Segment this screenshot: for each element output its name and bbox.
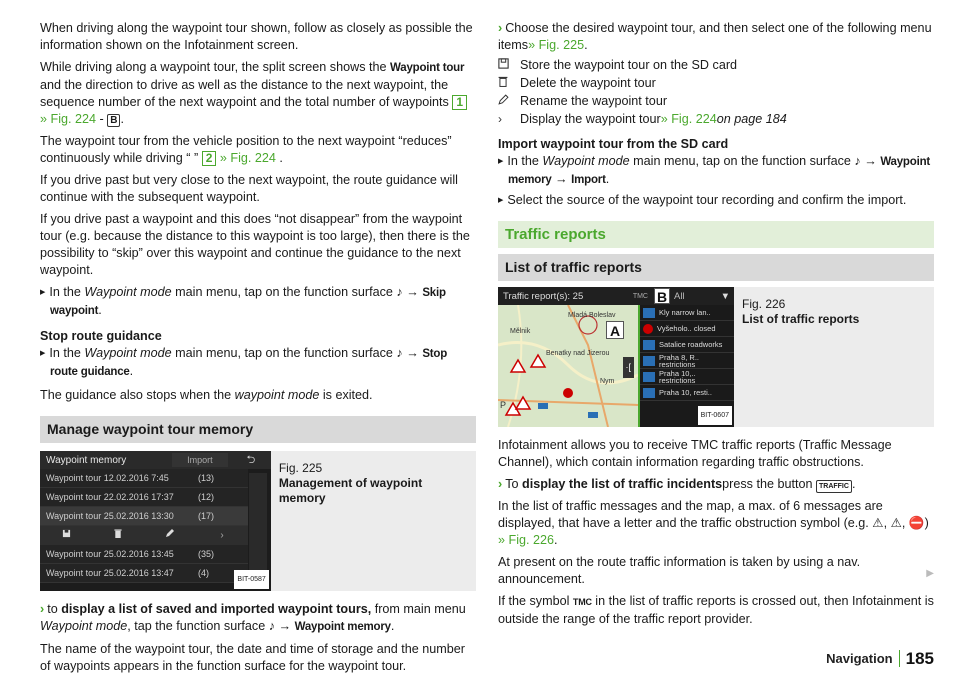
waypoint-memory-screen bbox=[40, 451, 271, 591]
figure-226-caption: Fig. 226 List of traffic reports bbox=[742, 297, 860, 326]
pencil-icon bbox=[498, 93, 520, 110]
import-step-1: ▶ In the Waypoint mode main menu, tap on the function surface ♪ → Waypoint memory → Import. bbox=[498, 153, 934, 189]
step-arrow-icon: › bbox=[498, 477, 503, 491]
roadworks-icon bbox=[643, 340, 655, 350]
back-icon[interactable]: ⮌ bbox=[246, 453, 256, 466]
warning-triangle-icon: ⚠ bbox=[872, 516, 884, 530]
list-item: › Display the waypoint tour » Fig. 224 on page 184 bbox=[498, 112, 787, 126]
page-footer bbox=[826, 650, 934, 667]
drive-past-paragraph: If you drive past but very close to the next waypoint, the route guidance will continue with the subsequent waypoint. bbox=[40, 173, 458, 204]
chapter-label: Navigation bbox=[826, 651, 893, 666]
skip-step: ▶ In the Waypoint mode main menu, tap on the function surface ♪ → Skip waypoint. bbox=[40, 284, 476, 320]
restriction-icon bbox=[643, 372, 655, 382]
chevron-right-icon[interactable]: › bbox=[220, 530, 224, 541]
left-column bbox=[40, 20, 476, 677]
callout-a: A bbox=[606, 321, 624, 339]
waypoint-memory-header bbox=[40, 451, 271, 469]
list-item[interactable]: Vyšeholo.. closed bbox=[640, 321, 734, 337]
list-item[interactable]: Satalice roadworks bbox=[640, 337, 734, 353]
save-icon bbox=[498, 57, 520, 74]
chevron-down-icon: ▼ bbox=[720, 290, 730, 302]
page-number: 185 bbox=[899, 650, 934, 667]
step-arrow-icon: › bbox=[40, 602, 45, 616]
trash-icon[interactable] bbox=[92, 527, 144, 544]
traffic-button[interactable]: TRAFFIC bbox=[816, 480, 852, 493]
restriction-icon bbox=[643, 356, 655, 366]
list-item[interactable]: Praha 8, R.. restrictions bbox=[640, 353, 734, 369]
tmc-crossed-paragraph: If the symbol TMC in the list of traffic reports is crossed out, then Infotainment is outside the range of the traffic report provider. bbox=[498, 594, 934, 626]
list-item: Delete the waypoint tour bbox=[498, 75, 934, 92]
reduces-paragraph: The waypoint tour from the vehicle position to the next waypoint “reduces” continuously while driving “ ” 2 » Fig. 224 . bbox=[40, 134, 452, 165]
figure-226 bbox=[498, 287, 934, 427]
list-item: Store the waypoint tour on the SD card bbox=[498, 57, 934, 74]
filter-dropdown[interactable]: All ▼ bbox=[674, 288, 734, 305]
step-arrow-icon: › bbox=[498, 21, 503, 35]
waypoint-memory-button[interactable]: Waypoint memory bbox=[294, 621, 391, 633]
trash-icon bbox=[498, 75, 520, 92]
fig-224-link-2[interactable]: » Fig. 224 bbox=[219, 151, 276, 165]
max-messages-paragraph: In the list of traffic messages and the map, a max. of 6 messages are displayed, that have a letter and the traffic obstruction symbol (e.g. ⚠, ⚠, ⛔) » Fig. 226. bbox=[498, 499, 929, 547]
skip-waypoint-button[interactable]: Skip waypoint bbox=[50, 287, 446, 317]
stop-route-guidance-button[interactable]: Stop route guidance bbox=[50, 348, 448, 378]
list-item[interactable]: Waypoint tour 25.02.2016 13:47 (4) bbox=[40, 564, 248, 583]
waypoint-tour-label: Waypoint tour bbox=[390, 62, 465, 74]
import-step-2: ▶ Select the source of the waypoint tour recording and confirm the import. bbox=[498, 192, 934, 209]
traffic-warning-icon bbox=[643, 308, 655, 318]
list-item: Rename the waypoint tour bbox=[498, 93, 934, 110]
map-label: Nym bbox=[600, 378, 615, 385]
callout-1: 1 bbox=[452, 95, 467, 110]
action-bar bbox=[40, 526, 248, 545]
list-item[interactable]: Kly narrow lan.. bbox=[640, 305, 734, 321]
tmc-icon: TMC bbox=[632, 292, 648, 300]
list-item[interactable]: Waypoint tour 12.02.2016 7:45 (13) bbox=[40, 469, 248, 488]
tmc-icon: TMC bbox=[572, 597, 592, 607]
import-button[interactable]: Import bbox=[172, 453, 228, 467]
route-icon: ♪ bbox=[396, 285, 403, 299]
continue-arrow-icon: ▶ bbox=[926, 568, 934, 579]
route-icon: ♪ bbox=[396, 346, 403, 360]
name-date-paragraph: The name of the waypoint tour, the date and time of storage and the number of waypoints appears in the function surface for the waypoint tour. bbox=[40, 642, 465, 673]
menu-items-list bbox=[498, 57, 934, 128]
section-traffic-reports: Traffic reports bbox=[498, 221, 934, 248]
traffic-report-screen bbox=[498, 287, 734, 427]
map-label: Mladá Boleslav bbox=[568, 312, 616, 319]
skip-paragraph: If you drive past a waypoint and this does “not disappear” from the waypoint tour (e.g. because the distance to this waypoint is too large), then there is the possibility to “skip” over this waypoint and continue the guidance to the next waypoint. bbox=[40, 212, 470, 277]
traffic-report-header bbox=[498, 287, 734, 305]
choose-paragraph: › Choose the desired waypoint tour, and then select one of the following menu items» Fig. 225. bbox=[498, 21, 932, 52]
right-column bbox=[498, 20, 934, 633]
scrollbar[interactable] bbox=[249, 473, 267, 573]
figure-225 bbox=[40, 451, 476, 591]
split-screen-paragraph: While driving along a waypoint tour, the split screen shows the Waypoint tour and the direction to drive as well as the distance to the next waypoint, the sequence number of the next waypoint and the total number of waypoints 1 » Fig. 224 - B . bbox=[40, 59, 476, 128]
map-label: Benatky nad Jizerou bbox=[546, 350, 610, 357]
waypoint-memory-button[interactable]: Waypoint memory bbox=[508, 156, 931, 186]
display-list-paragraph: › to display a list of saved and imported waypoint tours, from main menu Waypoint mode, tap the function surface ♪ → Waypoint memory. bbox=[40, 602, 466, 633]
callout-2: 2 bbox=[202, 151, 217, 166]
map-label: Mělnik bbox=[510, 328, 531, 335]
import-button[interactable]: Import bbox=[571, 174, 606, 186]
tmc-intro-paragraph: Infotainment allows you to receive TMC traffic reports (Traffic Message Channel), which contain information regarding traffic obstructions. bbox=[498, 438, 892, 469]
stop-guidance-heading: Stop route guidance bbox=[40, 329, 162, 343]
figure-code: BIT-0587 bbox=[234, 570, 268, 589]
guidance-stops-paragraph: The guidance also stops when the waypoint mode is exited. bbox=[40, 388, 373, 402]
fig-224-link[interactable]: » Fig. 224 bbox=[40, 112, 97, 126]
map-view[interactable] bbox=[498, 305, 638, 427]
route-icon: ♪ bbox=[854, 154, 861, 168]
list-item[interactable]: Waypoint tour 25.02.2016 13:45 (35) bbox=[40, 545, 248, 564]
stop-step: ▶ In the Waypoint mode main menu, tap on the function surface ♪ → Stop route guidance. bbox=[40, 345, 476, 381]
chevron-right-icon: › bbox=[498, 112, 502, 126]
import-heading: Import waypoint tour from the SD card bbox=[498, 137, 729, 151]
figure-225-caption: Fig. 225 Management of waypoint memory bbox=[278, 461, 423, 505]
list-item[interactable]: Waypoint tour 22.02.2016 17:37 (12) bbox=[40, 488, 248, 507]
section-manage-memory: Manage waypoint tour memory bbox=[40, 416, 476, 443]
fig-224-link[interactable]: » Fig. 224 bbox=[660, 112, 717, 126]
road-closed-icon bbox=[643, 324, 653, 334]
list-item[interactable]: Waypoint tour 25.02.2016 13:30 (17) bbox=[40, 507, 248, 526]
callout-b: B bbox=[654, 288, 670, 304]
callout-b: B bbox=[107, 114, 120, 127]
restriction-icon bbox=[643, 388, 655, 398]
screen-title: Traffic report(s): 25 bbox=[503, 290, 584, 302]
fig-225-link[interactable]: » Fig. 225 bbox=[528, 38, 585, 52]
display-incidents-paragraph: › To display the list of traffic incidentspress the button TRAFFIC . bbox=[498, 477, 856, 491]
figure-code: BIT-0607 bbox=[698, 406, 732, 425]
list-item[interactable]: Praha 10,.. restrictions bbox=[640, 369, 734, 385]
fig-226-link[interactable]: » Fig. 226 bbox=[498, 533, 555, 547]
pencil-icon[interactable] bbox=[144, 527, 196, 544]
intro-paragraph: When driving along the waypoint tour shown, follow as closely as possible the information shown on the Infotainment screen. bbox=[40, 21, 473, 52]
warning-triangle-icon: ⚠ bbox=[890, 516, 902, 530]
route-icon: ♪ bbox=[268, 619, 275, 633]
save-icon[interactable] bbox=[40, 527, 92, 544]
list-item[interactable]: Praha 10, resti.. bbox=[640, 385, 734, 401]
screen-title: Waypoint memory bbox=[46, 454, 127, 466]
section-list-traffic-reports: List of traffic reports bbox=[498, 254, 934, 281]
list-toggle-icon[interactable]: ·[ bbox=[623, 357, 635, 378]
no-entry-icon: ⛔ bbox=[908, 516, 925, 530]
map-label: P bbox=[500, 400, 507, 410]
announcement-paragraph: At present on the route traffic information is taken by using a nav. announcement. bbox=[498, 555, 861, 586]
